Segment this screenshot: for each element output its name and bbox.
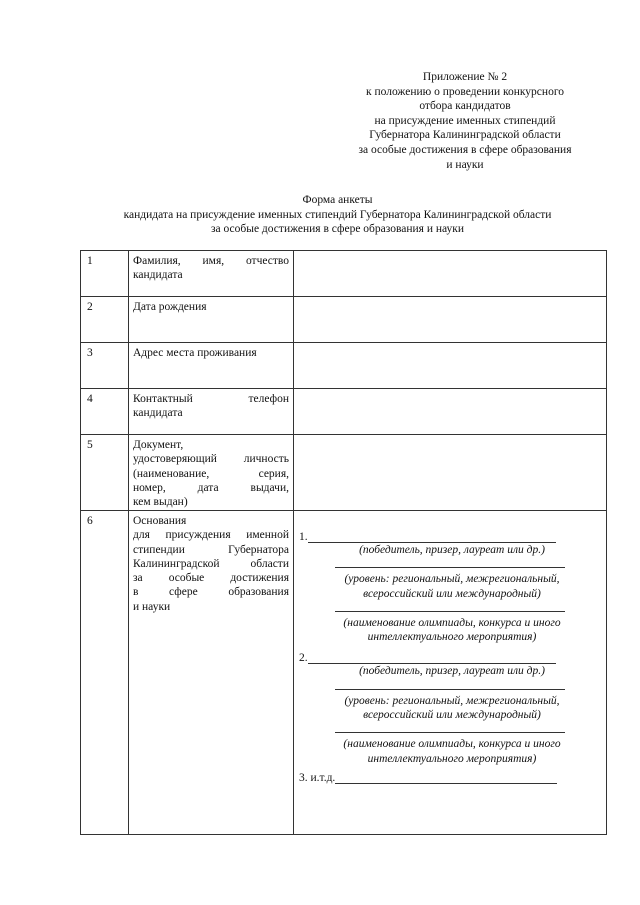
hint-event-name: интеллектуального мероприятия) bbox=[367, 631, 537, 644]
row-number: 4 bbox=[81, 389, 129, 435]
row-label-line: кандидата bbox=[133, 269, 183, 282]
item-number: 2. bbox=[299, 652, 308, 665]
row-label-line: удостоверяющий личность bbox=[133, 453, 289, 466]
appendix-line: на присуждение именных стипендий bbox=[374, 114, 556, 127]
appendix-line: и науки bbox=[446, 158, 484, 171]
form-title bbox=[60, 193, 615, 237]
table-row bbox=[81, 389, 607, 435]
row-label-line: для присуждения именной bbox=[133, 529, 289, 542]
row-label-line: номер, дата выдачи, bbox=[133, 481, 289, 494]
row-label bbox=[129, 343, 294, 389]
blank-line[interactable] bbox=[335, 601, 565, 612]
hint-winner: (победитель, призер, лауреат или др.) bbox=[359, 665, 545, 678]
value-cell-phone[interactable] bbox=[294, 389, 607, 435]
row-label bbox=[129, 251, 294, 297]
appendix-title: Приложение № 2 bbox=[422, 71, 508, 83]
questionnaire-table bbox=[80, 250, 607, 835]
appendix-line: за особые достижения в сфере образования bbox=[358, 143, 572, 156]
form-title-line: кандидата на присуждение именных стипендий Губернатора Калининградской области bbox=[123, 208, 552, 221]
value-cell-birth-date[interactable] bbox=[294, 297, 607, 343]
hint-level: (уровень: региональный, межрегиональный, bbox=[344, 694, 560, 707]
row-label-line: Дата рождения bbox=[133, 301, 207, 313]
row-label-line: стипендии Губернатора bbox=[133, 543, 289, 556]
table-row bbox=[81, 511, 607, 835]
row-label-line: Основания bbox=[133, 515, 187, 527]
item-number: 1. bbox=[299, 531, 308, 543]
hint-winner: (победитель, призер, лауреат или др.) bbox=[359, 544, 545, 556]
appendix-line: отбора кандидатов bbox=[419, 100, 511, 113]
form-title-line: за особые достижения в сфере образования и науки bbox=[210, 223, 465, 235]
row-label-line: Фамилия, имя, отчество bbox=[133, 255, 289, 267]
hint-event-name: (наименование олимпиады, конкурса и иного bbox=[343, 616, 561, 629]
answer-line-3[interactable] bbox=[299, 768, 606, 784]
item-number: 3. и.т.д. bbox=[299, 771, 336, 784]
table-row bbox=[81, 297, 607, 343]
value-cell-address[interactable] bbox=[294, 343, 607, 389]
row-label-line: Калининградской области bbox=[133, 557, 289, 570]
appendix-line: Губернатора Калининградской области bbox=[369, 129, 561, 142]
row-label bbox=[129, 511, 294, 835]
row-label-line: в сфере образования bbox=[133, 586, 289, 599]
row-label bbox=[129, 389, 294, 435]
blank-line[interactable] bbox=[335, 557, 565, 568]
row-label-line: кем выдан) bbox=[133, 496, 188, 509]
row-label-line: Контактный телефон bbox=[133, 393, 289, 405]
blank-line bbox=[335, 771, 557, 784]
value-cell-grounds bbox=[294, 511, 607, 835]
answer-line-2[interactable] bbox=[299, 648, 606, 664]
value-cell-full-name[interactable] bbox=[294, 251, 607, 297]
row-label-line: за особые достижения bbox=[133, 572, 289, 585]
row-number: 6 bbox=[81, 511, 129, 835]
blank-line bbox=[308, 651, 556, 664]
appendix-header bbox=[330, 70, 600, 172]
hint-level: всероссийский или международный) bbox=[363, 587, 541, 600]
achievements-answer-block bbox=[294, 511, 606, 784]
hint-event-name: (наименование олимпиады, конкурса и иного bbox=[343, 738, 561, 751]
hint-event-name: интеллектуального мероприятия) bbox=[367, 752, 537, 765]
answer-line-1[interactable] bbox=[299, 527, 606, 543]
row-label-line: и науки bbox=[133, 600, 171, 613]
blank-line bbox=[308, 530, 556, 543]
blank-line[interactable] bbox=[335, 679, 565, 690]
table-row bbox=[81, 343, 607, 389]
row-label bbox=[129, 297, 294, 343]
value-cell-identity-document[interactable] bbox=[294, 435, 607, 511]
row-label-line: (наименование, серия, bbox=[133, 467, 289, 480]
row-label-line: Документ, bbox=[133, 439, 184, 451]
table-row bbox=[81, 251, 607, 297]
row-label-line: Адрес места проживания bbox=[133, 347, 257, 359]
hint-level: (уровень: региональный, межрегиональный, bbox=[344, 573, 560, 586]
row-label bbox=[129, 435, 294, 511]
row-number: 1 bbox=[81, 251, 129, 297]
appendix-line: к положению о проведении конкурсного bbox=[366, 85, 564, 98]
row-label-line: кандидата bbox=[133, 407, 183, 420]
hint-level: всероссийский или международный) bbox=[363, 709, 541, 722]
table-row bbox=[81, 435, 607, 511]
row-number: 3 bbox=[81, 343, 129, 389]
row-number: 5 bbox=[81, 435, 129, 511]
blank-line[interactable] bbox=[335, 722, 565, 733]
row-number: 2 bbox=[81, 297, 129, 343]
form-title-line: Форма анкеты bbox=[302, 194, 373, 206]
